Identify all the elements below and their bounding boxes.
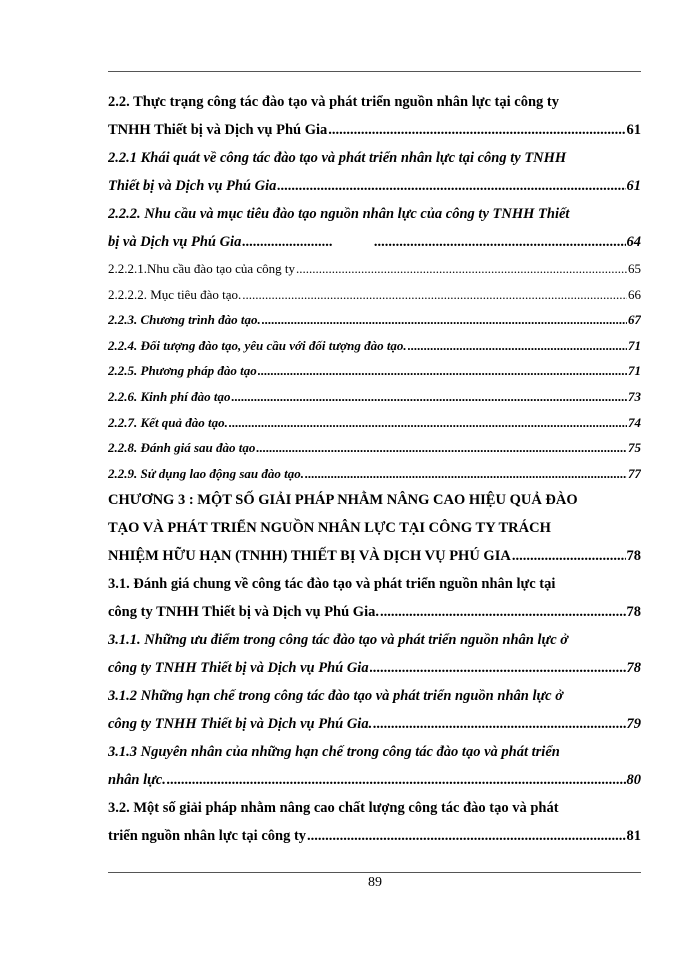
toc-entry-title: 2.2.2. Nhu cầu và mục tiêu đào tạo nguồn nhân lực của công ty TNHH Thiết bbox=[108, 206, 570, 222]
dot-leader bbox=[242, 282, 627, 308]
toc-entry-title: 2.2.5. Phương pháp đào tạo bbox=[108, 363, 257, 379]
toc-page-number: 61 bbox=[626, 178, 641, 194]
toc-entry-3-2[interactable] bbox=[108, 794, 641, 850]
toc-entry-title-cont: TẠO VÀ PHÁT TRIỂN NGUỒN NHÂN LỰC TẠI CÔNG TY TRÁCH bbox=[108, 520, 551, 537]
table-of-contents bbox=[108, 88, 641, 850]
page-number: 89 bbox=[368, 875, 382, 890]
dot-leader bbox=[380, 598, 626, 626]
toc-entry-2-2-8[interactable] bbox=[108, 435, 641, 461]
toc-page-number: 71 bbox=[628, 337, 641, 353]
toc-entry-title: 2.2.3. Chương trình đào tạo. bbox=[108, 312, 261, 328]
toc-entry-2-2-9[interactable] bbox=[108, 461, 641, 487]
toc-page-number: 75 bbox=[628, 440, 641, 456]
header-rule bbox=[108, 71, 641, 72]
toc-page-number: 80 bbox=[626, 772, 641, 789]
toc-entry-3-1-2[interactable] bbox=[108, 682, 641, 738]
dot-leader bbox=[328, 116, 625, 144]
toc-entry-2-2-7[interactable] bbox=[108, 410, 641, 436]
toc-entry-title: 2.2. Thực trạng công tác đào tạo và phát triển nguồn nhân lực tại công ty bbox=[108, 94, 559, 110]
toc-page-number: 74 bbox=[628, 414, 641, 430]
toc-page-number: 81 bbox=[626, 828, 641, 845]
dot-leader bbox=[277, 172, 625, 200]
toc-entry-title: 2.2.9. Sử dụng lao động sau đào tạo. bbox=[108, 465, 304, 481]
toc-entry-title: 3.1.3 Nguyên nhân của những hạn chế trong công tác đào tạo và phát triển bbox=[108, 744, 560, 761]
toc-page-number: 65 bbox=[628, 261, 641, 276]
toc-entry-2-2-1[interactable] bbox=[108, 144, 641, 200]
toc-entry-2-2-4[interactable] bbox=[108, 333, 641, 359]
dot-leader bbox=[373, 710, 625, 738]
toc-entry-2-2-6[interactable] bbox=[108, 384, 641, 410]
dot-leader bbox=[229, 410, 627, 436]
toc-entry-title: 3.1.1. Những ưu điểm trong công tác đào tạo và phát triển nguồn nhân lực ở bbox=[108, 632, 569, 649]
toc-entry-title: 2.2.2.1.Nhu cầu đào tạo của công ty bbox=[108, 261, 296, 276]
toc-page-number: 78 bbox=[626, 604, 641, 621]
toc-entry-title: 2.2.4. Đối tượng đào tạo, yêu cầu với đối tượng đào tạo. bbox=[108, 337, 407, 353]
toc-page-number: 66 bbox=[628, 286, 641, 302]
dot-leader bbox=[305, 461, 627, 487]
dot-leader bbox=[307, 822, 625, 850]
toc-entry-title-cont: triển nguồn nhân lực tại công ty bbox=[108, 828, 307, 845]
toc-entry-title-cont: công ty TNHH Thiết bị và Dịch vụ Phú Gia. bbox=[108, 716, 373, 733]
toc-page-number: 78 bbox=[626, 660, 641, 677]
toc-entry-2-2-2[interactable] bbox=[108, 200, 641, 256]
toc-entry-title: 2.2.2.2. Mục tiêu đào tạo. bbox=[108, 286, 242, 302]
dot-leader bbox=[296, 256, 627, 282]
toc-entry-title: 2.2.6. Kinh phí đào tạo bbox=[108, 388, 231, 404]
dot-leader bbox=[256, 435, 627, 461]
toc-page-number: 77 bbox=[628, 465, 641, 481]
dot-leader bbox=[258, 358, 627, 384]
toc-page-number: 78 bbox=[626, 548, 641, 565]
dot-leader bbox=[408, 333, 627, 359]
toc-entry-title-cont: Thiết bị và Dịch vụ Phú Gia bbox=[108, 178, 277, 194]
dot-leader bbox=[512, 542, 626, 570]
dot-leader bbox=[262, 307, 627, 333]
toc-entry-title: 2.2.7. Kết quả đào tạo. bbox=[108, 414, 228, 430]
toc-entry-2-2-2-2[interactable] bbox=[108, 282, 641, 308]
toc-entry-title-cont: bị và Dịch vụ Phú Gia bbox=[108, 234, 242, 250]
footer-rule bbox=[108, 872, 641, 873]
toc-entry-3-1[interactable] bbox=[108, 570, 641, 626]
toc-entry-2-2-2-1[interactable] bbox=[108, 256, 641, 282]
toc-entry-title: CHƯƠNG 3 : MỘT SỐ GIẢI PHÁP NHẰM NÂNG CAO HIỆU QUẢ ĐÀO bbox=[108, 492, 578, 509]
toc-page-number: 64 bbox=[626, 234, 641, 250]
toc-entry-title: 3.1. Đánh giá chung về công tác đào tạo và phát triển nguồn nhân lực tại bbox=[108, 576, 556, 593]
toc-entry-title-cont: công ty TNHH Thiết bị và Dịch vụ Phú Gia bbox=[108, 660, 369, 677]
toc-page-number: 61 bbox=[626, 122, 641, 138]
toc-entry-2-2-3[interactable] bbox=[108, 307, 641, 333]
toc-page-number: 71 bbox=[628, 363, 641, 379]
toc-page-number: 67 bbox=[628, 312, 641, 328]
dot-leader bbox=[242, 228, 332, 256]
toc-page-number: 73 bbox=[628, 388, 641, 404]
toc-entry-3-1-3[interactable] bbox=[108, 738, 641, 794]
dot-leader bbox=[231, 384, 627, 410]
toc-entry-title: 3.1.2 Những hạn chế trong công tác đào tạo và phát triển nguồn nhân lực ở bbox=[108, 688, 564, 705]
toc-entry-chapter-3[interactable] bbox=[108, 486, 641, 570]
toc-entry-title-cont: công ty TNHH Thiết bị và Dịch vụ Phú Gia. bbox=[108, 604, 379, 621]
toc-entry-title-cont: TNHH Thiết bị và Dịch vụ Phú Gia bbox=[108, 122, 328, 138]
toc-entry-title: 2.2.8. Đánh giá sau đào tạo bbox=[108, 440, 256, 456]
toc-page-number: 79 bbox=[626, 716, 641, 733]
toc-entry-title-cont: nhân lực. bbox=[108, 772, 166, 789]
toc-entry-2-2-5[interactable] bbox=[108, 358, 641, 384]
toc-entry-3-1-1[interactable] bbox=[108, 626, 641, 682]
dot-leader bbox=[167, 766, 626, 794]
toc-entry-title: 3.2. Một số giải pháp nhằm nâng cao chất lượng công tác đào tạo và phát bbox=[108, 800, 559, 817]
toc-entry-2-2[interactable] bbox=[108, 88, 641, 144]
toc-entry-title-cont: NHIỆM HỮU HẠN (TNHH) THIẾT BỊ VÀ DỊCH VỤ PHÚ GIA bbox=[108, 548, 511, 565]
dot-leader bbox=[370, 654, 626, 682]
toc-entry-title: 2.2.1 Khái quát về công tác đào tạo và phát triển nhân lực tại công ty TNHH bbox=[108, 150, 567, 166]
dot-leader bbox=[374, 228, 625, 256]
